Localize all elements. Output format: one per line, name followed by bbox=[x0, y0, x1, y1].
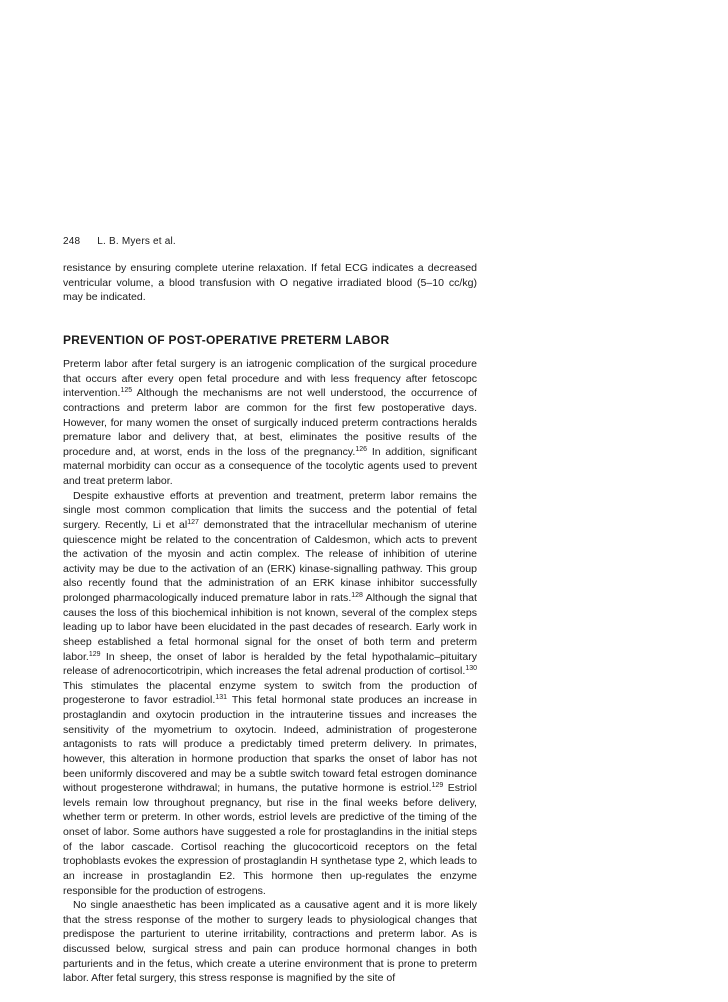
citation-marker: 125 bbox=[120, 387, 133, 395]
page-number: 248 bbox=[63, 236, 81, 247]
citation-marker: 129 bbox=[88, 650, 101, 658]
paragraph-text: Although the signal that causes the loss of this biochemical inhibition is not known, several of the complex steps leading up to labor have been elucidated in the past decades of research. Early work in sheep established a fetal hormonal signal for the onset of both term and preterm labor. bbox=[63, 592, 477, 663]
body-paragraph bbox=[63, 489, 477, 899]
paragraph-text: Despite exhaustive efforts at prevention and treatment, preterm labor remains the single most common complication that limits the success and the potential of fetal surgery. Recently, Li et al bbox=[63, 489, 477, 531]
citation-marker: 127 bbox=[187, 518, 199, 526]
citation-marker: 126 bbox=[355, 445, 368, 453]
body-paragraph bbox=[63, 357, 477, 489]
paragraph-text: In addition, significant maternal morbidity can occur as a consequence of the tocolytic agents used to prevent and treat preterm labor. bbox=[63, 445, 477, 487]
paragraph-text: This fetal hormonal state produces an increase in prostaglandin and oxytocin production in the intrauterine tissues and increases the sensitivity of the myometrium to oxytocin. Indeed, administration of progesterone antagonists to rats will produce a predictably timed preterm delivery. In primates, however, this alteration in hormone production that sparks the onset of labor has not been uniformly discovered and may be a subtle switch toward fetal estrogen dominance without progesterone withdrawal; in humans, the putative hormone is estriol. bbox=[63, 694, 478, 795]
body-paragraph bbox=[63, 898, 477, 986]
citation-marker: 130 bbox=[465, 665, 477, 673]
paragraph-text: Although the mechanisms are not well understood, the occurrence of contractions and preterm labor are common for the first few postoperative days. However, for many women the onset of surgically induced preterm contractions heralds premature labor and delivery that, at best, eliminates the positive results of the procedure and, at worst, ends in the loss of the pregnancy. bbox=[63, 387, 477, 458]
paragraph-text: No single anaesthetic has been implicated as a causative agent and it is more likely that the stress response of the mother to surgery leads to physiological changes that predispose the parturient to uterine irritability, contractions and preterm labor. As is discussed below, surgical stress and pain can produce hormonal changes in both parturients and in the fetus, which create a uterine environment that is prone to preterm labor. After fetal surgery, this stress response is magnified by the site of bbox=[63, 899, 477, 985]
paragraph-text: In sheep, the onset of labor is heralded by the fetal hypothalamic–pituitary release of adrenocorticotripin, which increases the fetal adrenal production of cortisol. bbox=[63, 650, 477, 678]
paragraph-text: Preterm labor after fetal surgery is an iatrogenic complication of the surgical procedure that occurs after every open fetal procedure and with less frequency after fetoscopc intervention. bbox=[63, 358, 477, 400]
body-text bbox=[63, 357, 477, 986]
citation-marker: 131 bbox=[215, 694, 227, 702]
citation-marker: 129 bbox=[431, 782, 444, 790]
paragraph-text: demonstrated that the intracellular mechanism of uterine quiescence might be related to the concentration of Caldesmon, which acts to prevent the activation of the myosin and actin complex. The release of inhibition of uterine activity may be due to the activation of an (ERK) kinase-signalling pathway. This group also recently found that the administration of an ERK kinase inhibitor successfully prolonged pharmacologically induced premature labor in rats. bbox=[63, 518, 478, 604]
section-heading: PREVENTION OF POST-OPERATIVE PRETERM LABOR bbox=[63, 333, 390, 347]
intro-paragraph bbox=[63, 261, 477, 305]
running-title: L. B. Myers et al. bbox=[97, 236, 176, 247]
citation-marker: 128 bbox=[351, 592, 363, 599]
running-header bbox=[63, 236, 176, 247]
intro-paragraph-text: resistance by ensuring complete uterine relaxation. If fetal ECG indicates a decreased ventricular volume, a blood transfusion with O negative irradiated blood (5–10 cc/kg) may be indicated. bbox=[63, 262, 477, 304]
paragraph-text: This stimulates the placental enzyme system to switch from the production of progesterone to favor estradiol. bbox=[63, 679, 477, 707]
paragraph-text: Estriol levels remain low throughout pregnancy, but rise in the final weeks before delivery, whether term or preterm. In other words, estriol levels are predictive of the timing of the onset of labor. Some authors have suggested a role for prostaglandins in the initial steps of the labor cascade. Cortisol reaching the glucocorticoid receptors on the fetal trophoblasts evokes the expression of prostaglandin H synthetase type 2, which leads to an increase in prostaglandin E2. This hormone then up-regulates the enzyme responsible for the production of estrogens. bbox=[63, 782, 477, 897]
